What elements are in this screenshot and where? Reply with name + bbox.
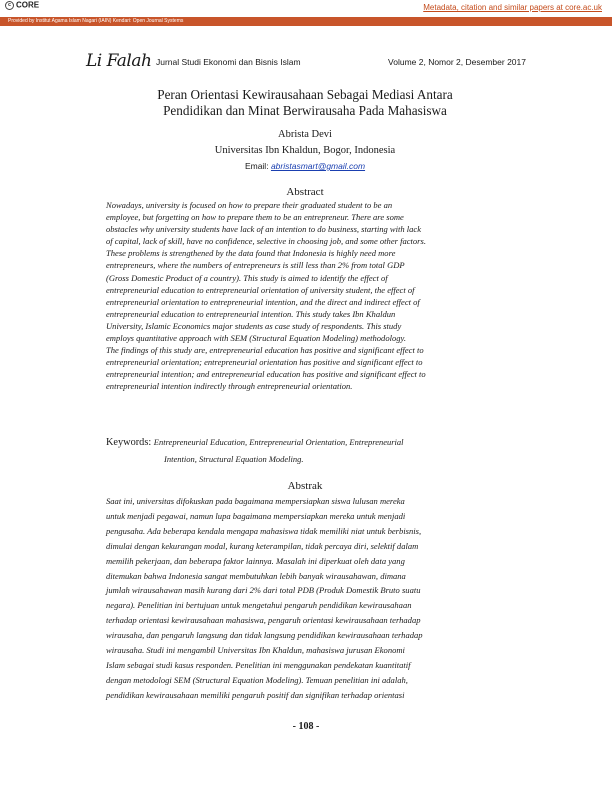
abstract-line: These problems is strengthened by the data found that Indonesia is highly need more <box>106 248 396 259</box>
email-link[interactable]: abristasmart@gmail.com <box>270 161 366 171</box>
abstrak-line: ditemukan bahwa Indonesia sangat membutuhkan lebih banyak wirausahawan, dimana <box>106 570 406 581</box>
abstract-line: employee, but forgetting on how to prepare them to be an entrepreneur. There are some <box>106 212 404 223</box>
abstrak-line: pengusaha. Ada beberapa kendala mengapa mahasiswa tidak memiliki niat untuk berbisnis, <box>106 525 422 536</box>
core-metadata-link[interactable]: Metadata, citation and similar papers at core.ac.uk <box>423 3 602 12</box>
abstrak-line: terhadap orientasi kewirausahaan mahasiswa, pengaruh orientasi kewirausahaan terhadap <box>106 615 421 626</box>
abstrak-line: wirausaha. Studi ini mengambil Universitas Ibn Khaldun, mahasiswa jurusan Ekonomi <box>106 645 405 656</box>
abstract-line: entrepreneurs, where the numbers of entrepreneurs is still less than 2% from total GDP <box>106 260 405 271</box>
abstrak-line: dimulai dengan kekurangan modal, kurang keterampilan, tidak percaya diri, selektif dalam <box>106 540 419 551</box>
abstrak-line: memilih pekerjaan, dan beberapa faktor lainnya. Masalah ini diperkuat oleh data yang <box>106 555 405 566</box>
abstrak-line: wirausaha, dan pengaruh langsung dan tidak langsung pendidikan kewirausahaan terhadap <box>106 630 423 641</box>
keywords-label: Keywords: <box>106 437 152 448</box>
author-email <box>90 161 520 171</box>
paper-title <box>90 87 520 119</box>
provided-by-banner[interactable]: Provided by Institut Agama Islam Nagari (IAIN) Kendari: Open Journal Systems <box>0 17 612 26</box>
page-number: - 108 - <box>292 721 320 732</box>
abstract-line: (Gross Domestic Product of a country). This study is aimed to identify the effect of <box>106 272 388 283</box>
keywords-line: Entrepreneurial Education, Entrepreneurial Orientation, Entrepreneurial <box>153 437 404 447</box>
title-line: Pendidikan dan Minat Berwirausaha Pada Mahasiswa <box>163 103 447 118</box>
journal-header <box>86 51 526 72</box>
abstract-id-body <box>106 494 516 703</box>
abstrak-line: negara). Penelitian ini bertujuan untuk mengetahui pengaruh pendidikan kewirausahaan <box>106 600 412 611</box>
core-logo[interactable] <box>5 1 39 10</box>
abstract-line: of capital, lack of skill, have no confidence, selective in choosing job, and some other factors. <box>106 236 426 247</box>
abstract-line: entrepreneurial education to entrepreneurial orientation of university student, the effect of <box>106 284 415 295</box>
abstrak-heading: Abstrak <box>287 480 323 492</box>
abstrak-line: pendidikan kewirausahaan memiliki pengaruh positif dan signifikan terhadap orientasi <box>106 689 405 700</box>
abstrak-line: Islam sebagai studi kasus responden. Penelitian ini menggunakan pendekatan kuantitatif <box>106 659 411 670</box>
journal-volume: Volume 2, Nomor 2, Desember 2017 <box>388 57 526 67</box>
abstract-line: obstacles why university students have lack of an intention to do business, starting with lack <box>106 224 422 235</box>
core-logo-icon: c <box>5 1 14 10</box>
email-label: Email: <box>244 161 269 171</box>
abstract-en-body <box>106 199 516 393</box>
abstract-line: entrepreneurial orientation to entrepreneurial intention, and the direct and indirect effect of <box>106 296 420 307</box>
title-line: Peran Orientasi Kewirausahaan Sebagai Mediasi Antara <box>157 87 453 102</box>
abstract-line: entrepreneurial intention indirectly through entrepreneurial orientation. <box>106 381 353 392</box>
keywords <box>106 436 516 449</box>
abstract-line: employs quantitative approach with SEM (Structural Equation Modeling) methodology. <box>106 333 406 344</box>
abstract-line: The findings of this study are, entrepreneurial education has positive and significant effect to <box>106 345 424 356</box>
abstrak-line: untuk menjadi pegawai, namun lupa bagaimana mempersiapkan mereka untuk menjadi <box>106 510 406 521</box>
journal-name: Jurnal Studi Ekonomi dan Bisnis Islam <box>156 57 301 67</box>
author-name: Abrista Devi <box>278 129 332 140</box>
abstract-heading: Abstract <box>286 186 324 198</box>
abstract-line: University, Islamic Economics major students as case study of respondents. This study <box>106 320 402 331</box>
abstrak-line: Saat ini, universitas difokuskan pada bagaimana mempersiapkan siswa lulusan mereka <box>106 496 405 506</box>
journal-logo: Li Falah <box>86 51 152 71</box>
abstract-line: Nowadays, university is focused on how to prepare their graduated student to be an <box>106 200 393 210</box>
abstrak-line: dengan metodologi SEM (Structural Equation Modeling). Temuan penelitian ini adalah, <box>106 674 408 685</box>
author-affiliation: Universitas Ibn Khaldun, Bogor, Indonesia <box>214 145 396 156</box>
abstract-line: entrepreneurial intention; and entrepreneurial education has positive and significant effect to <box>106 369 426 380</box>
abstract-line: entrepreneurial education to entrepreneurial intention. This study takes Ibn Khaldun <box>106 308 396 319</box>
core-logo-text: CORE <box>16 0 40 10</box>
keywords-line: Intention, Structural Equation Modeling. <box>164 454 304 464</box>
abstrak-line: jumlah wirausahawan masih kurang dari 2% dari total PDB (Produk Domestik Bruto suatu <box>106 585 421 596</box>
abstract-line: entrepreneurial orientation; entrepreneurial orientation has positive and significant effect to <box>106 357 423 368</box>
core-banner <box>0 0 612 17</box>
